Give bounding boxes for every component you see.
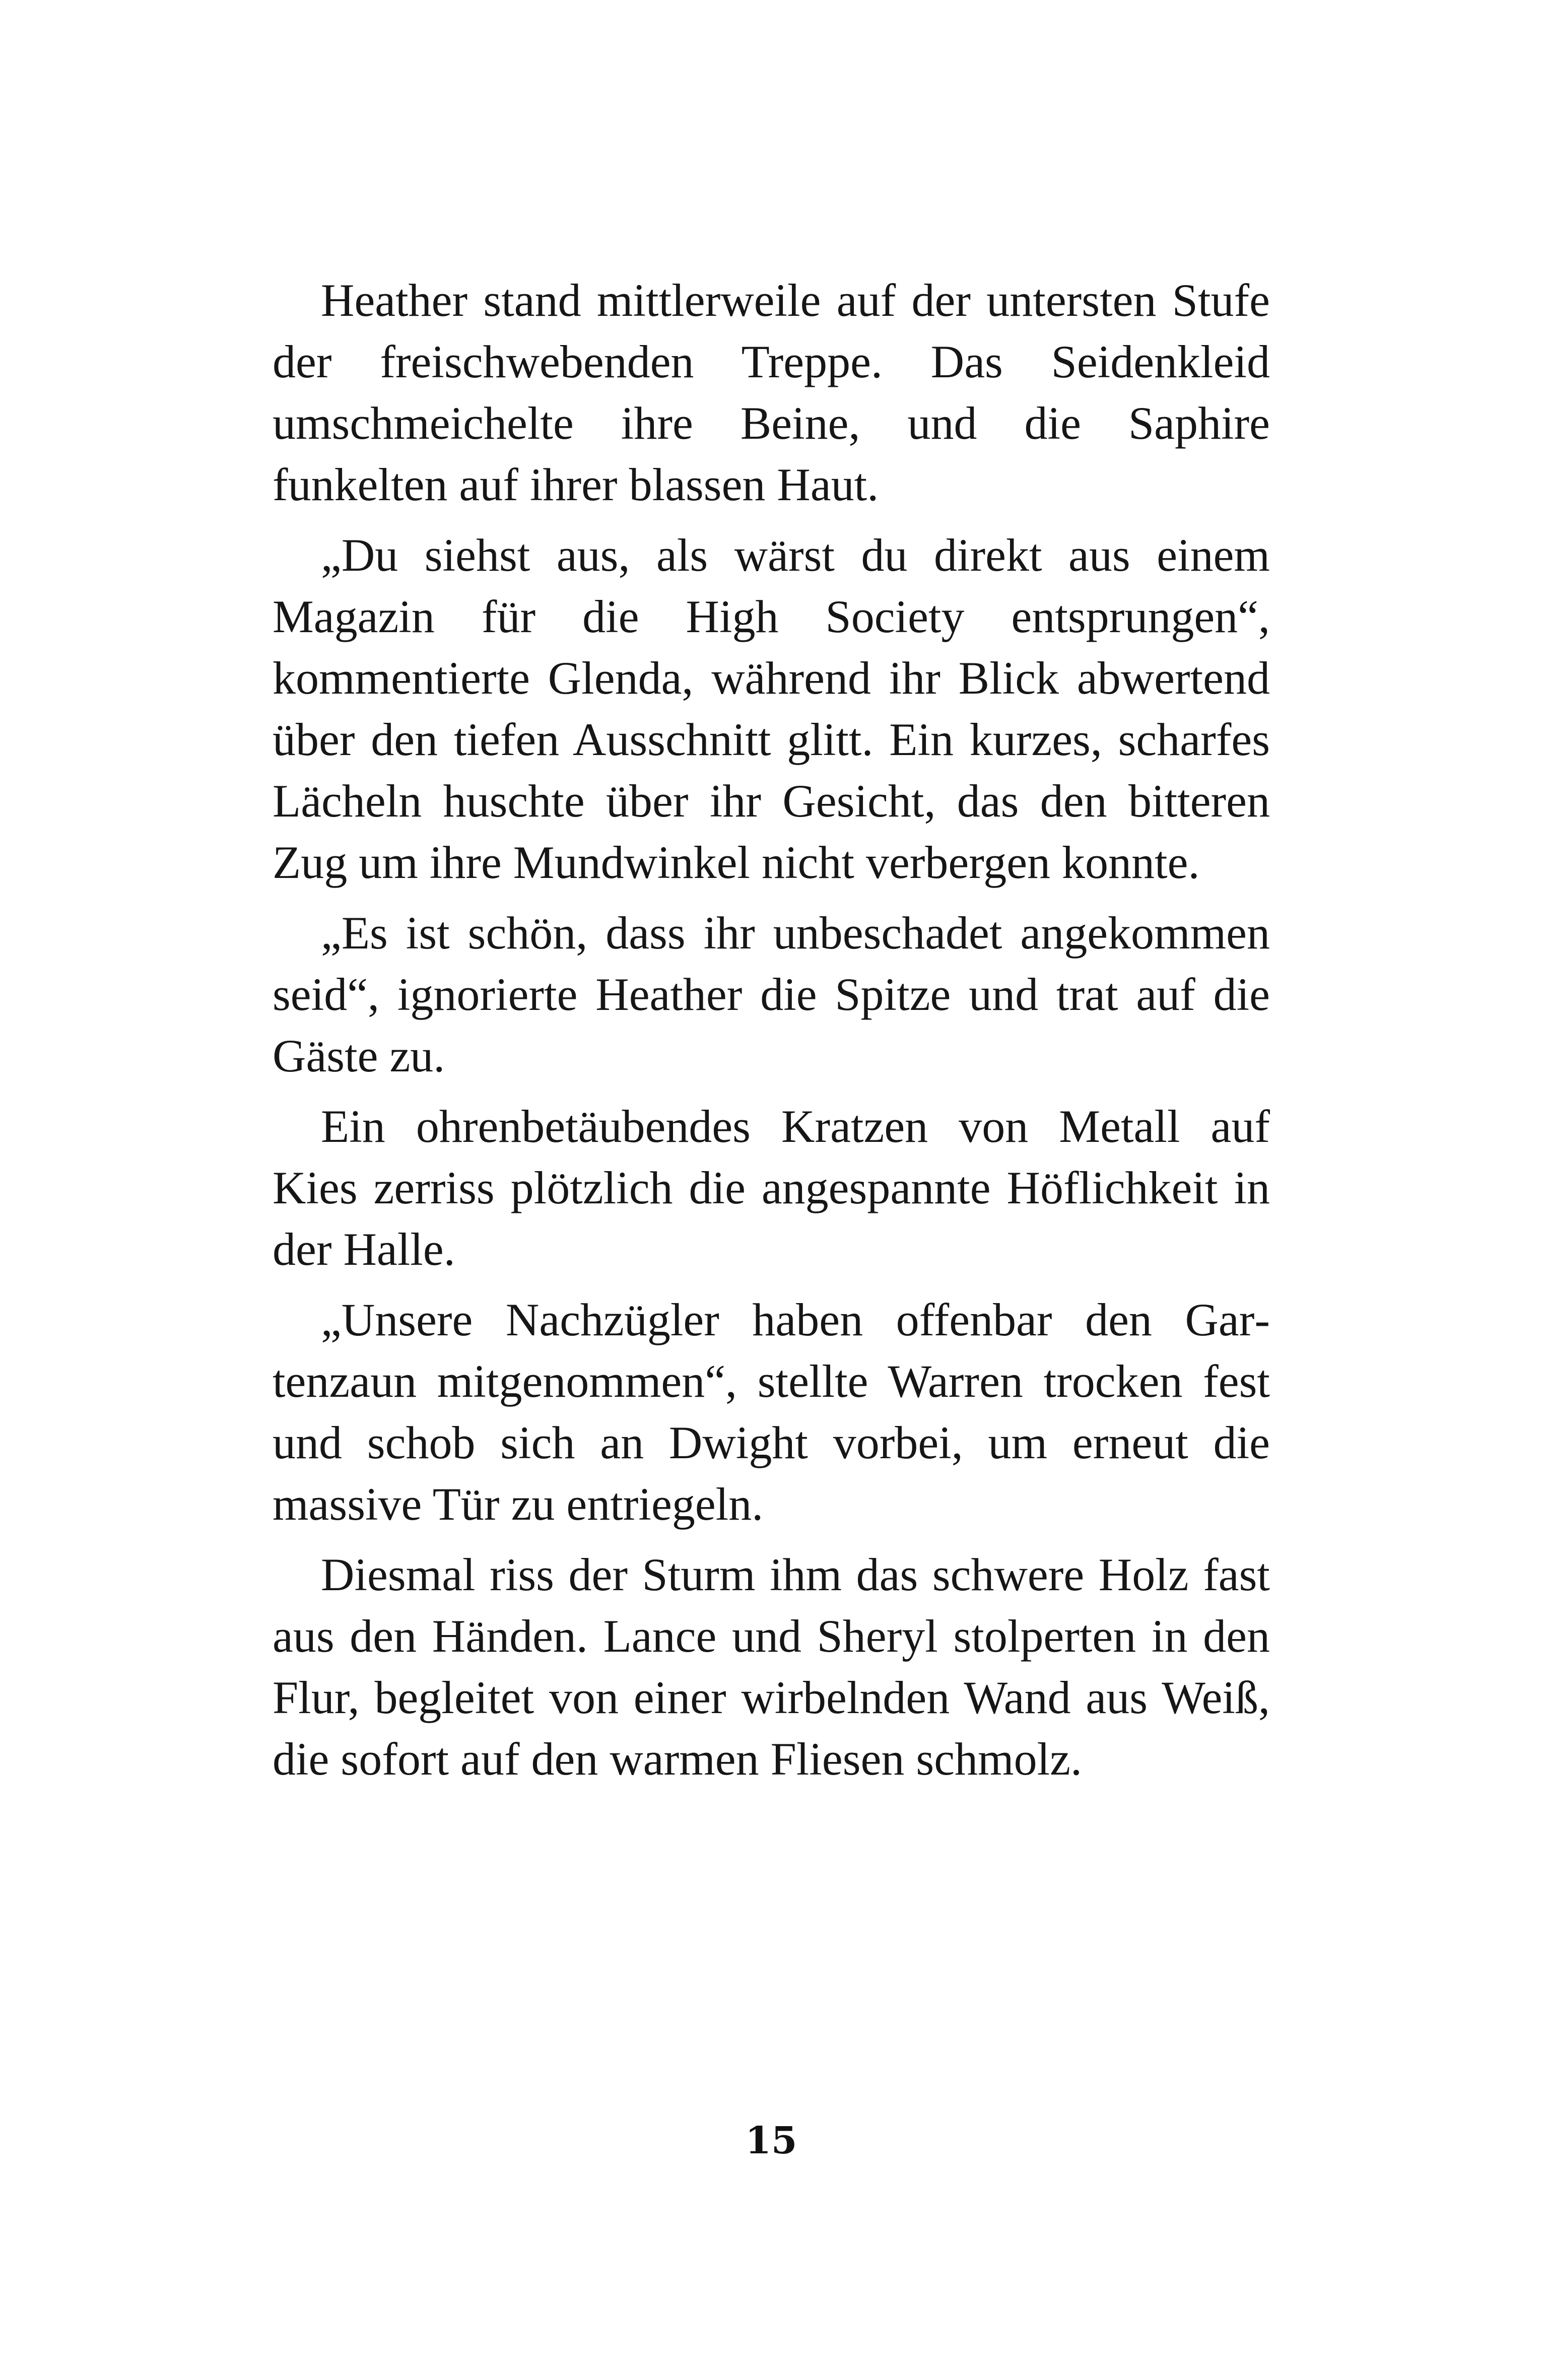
paragraph-2: „Du siehst aus, als wärst du direkt aus einem Magazin für die High Society entsprungen“, kommentierte Glenda, während ihr Blick abwertend über den tiefen Ausschnitt glitt. Ein kurzes, scharfes Lächeln huschte über ihr Gesicht, das den bitteren Zug um ihre Mundwinkel nicht verbergen konnte.	[273, 529, 1270, 888]
paragraph-4: Ein ohrenbetäubendes Kratzen von Metall auf Kies zerriss plötzlich die angespannte Höflichkeit in der Halle.	[273, 1101, 1270, 1275]
paragraph-5: „Unsere Nachzügler haben offenbar den Gartenzaun mitgenommen“, stellte Warren trocken fest und schob sich an Dwight vorbei, um erneut die massive Tür zu entriegeln.	[273, 1294, 1270, 1530]
paragraph-6: Diesmal riss der Sturm ihm das schwere Holz fast aus den Händen. Lance und Sheryl stolperten in den Flur, begleitet von einer wirbelnden Wand aus Weiß, die sofort auf den warmen Fliesen schmolz.	[273, 1549, 1270, 1785]
paragraph-3: „Es ist schön, dass ihr unbeschadet angekommen seid“, ignorierte Heather die Spitze und trat auf die Gäste zu.	[273, 907, 1270, 1081]
paragraph-1: Heather stand mittlerweile auf der untersten Stufe der freischwebenden Treppe. Das Seidenkleid umschmeichelte ihre Beine, und die Saphire funkelten auf ihrer blassen Haut.	[273, 275, 1270, 510]
page-number: 15	[745, 2119, 797, 2162]
body-text	[273, 269, 1270, 1790]
